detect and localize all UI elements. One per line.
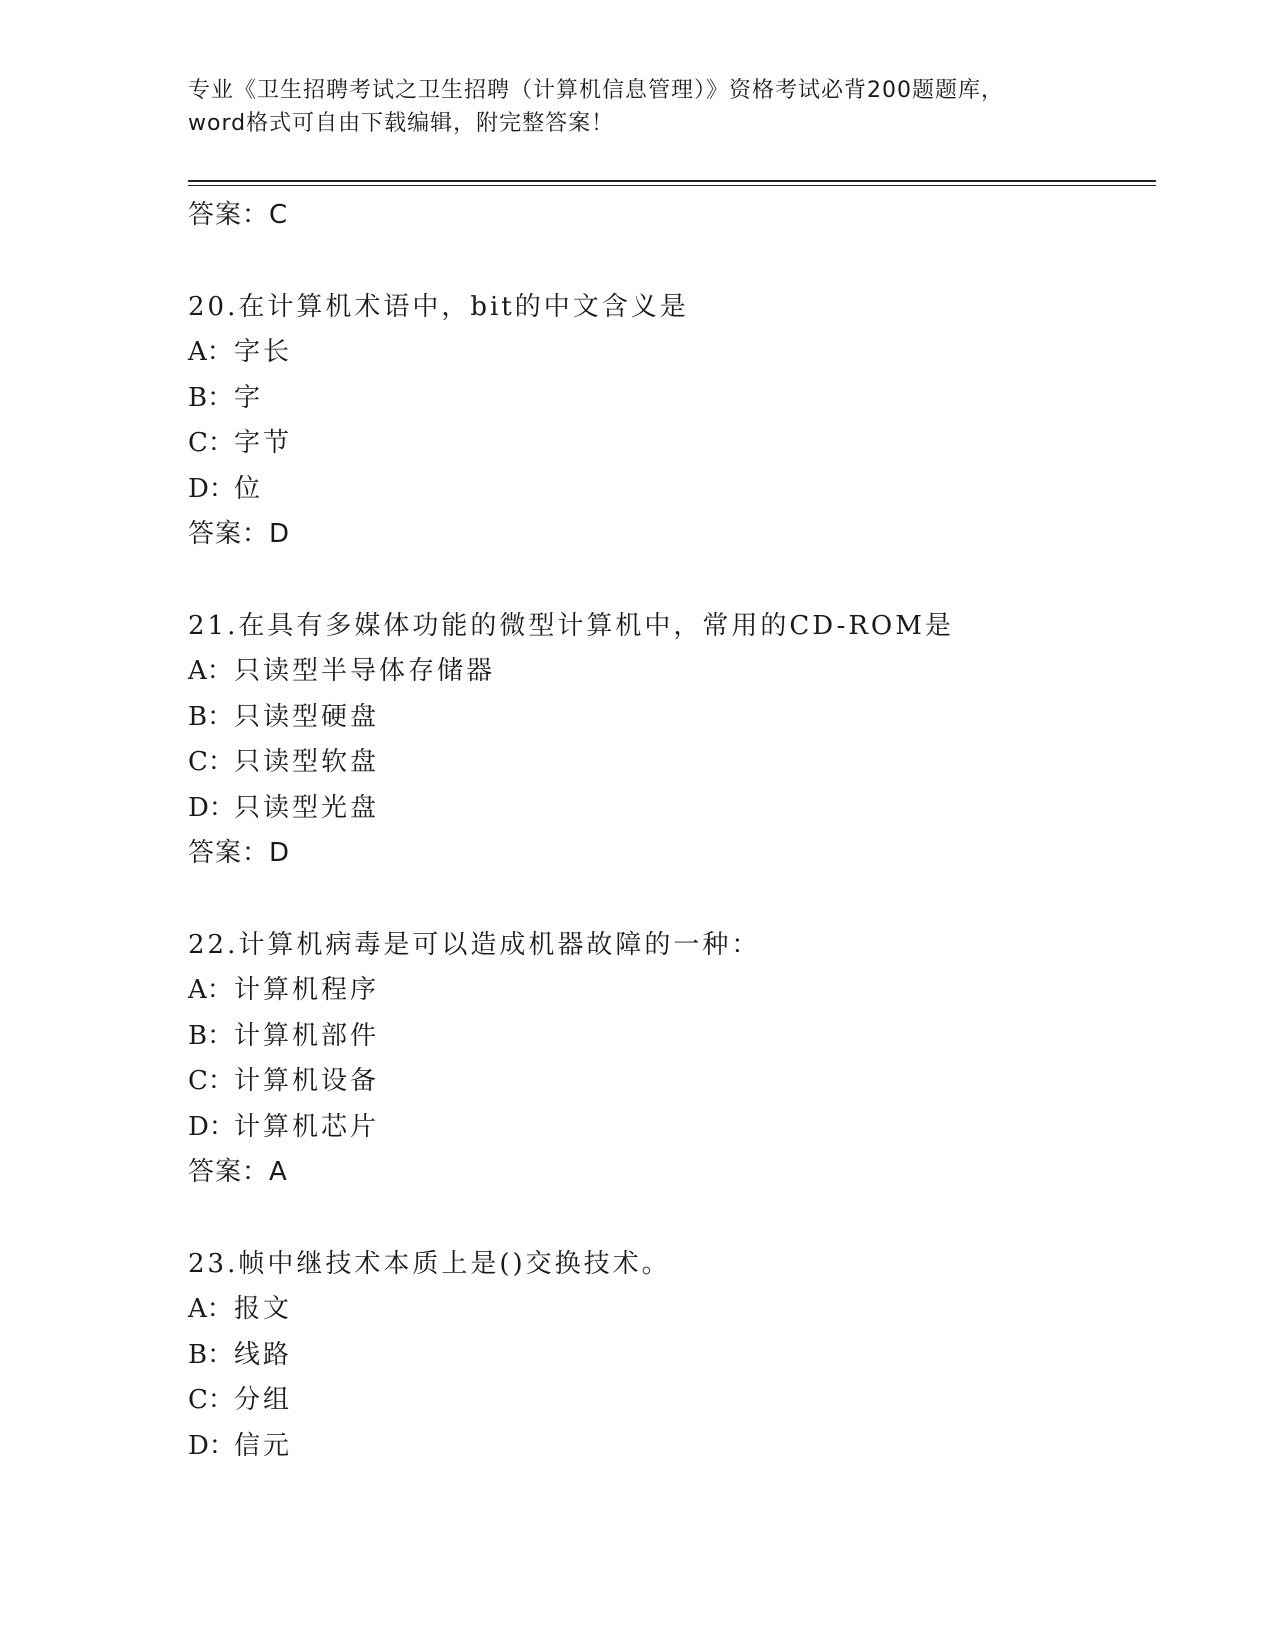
option-key: A：	[188, 1294, 233, 1324]
option-d	[188, 467, 1156, 513]
question-spacer	[188, 239, 1156, 285]
option-key: D：	[188, 792, 235, 823]
question-text: 20.在计算机术语中，bit的中文含义是	[188, 291, 689, 322]
option-key: B：	[188, 701, 234, 732]
option-b	[188, 1014, 1156, 1060]
option-b	[188, 695, 1156, 741]
option-text: 字节	[234, 428, 293, 458]
option-text: 计算机程序	[234, 975, 380, 1005]
option-text: 位	[234, 473, 264, 504]
header-line-1: 专业《卫生招聘考试之卫生招聘（计算机信息管理）》资格考试必背200题题库，	[188, 78, 1004, 103]
option-key: D：	[188, 473, 235, 504]
option-text: 线路	[234, 1339, 293, 1370]
option-a	[188, 1287, 1156, 1333]
question-text: 21.在具有多媒体功能的微型计算机中，常用的CD-ROM是	[188, 610, 954, 641]
option-c	[188, 421, 1156, 467]
option-a	[188, 330, 1156, 376]
option-text: 报文	[234, 1294, 293, 1324]
option-d	[188, 1424, 1156, 1470]
question-block	[188, 923, 1156, 1196]
option-key: C：	[188, 428, 234, 458]
option-text: 字长	[234, 337, 293, 367]
option-text: 信元	[234, 1430, 293, 1461]
option-text: 只读型硬盘	[234, 701, 380, 732]
option-key: A：	[188, 337, 233, 367]
option-key: B：	[188, 1020, 234, 1051]
option-key: C：	[188, 1066, 234, 1096]
answer-line: 答案：C	[188, 200, 289, 230]
header-divider-thin	[188, 185, 1156, 186]
question-block	[188, 604, 1156, 877]
option-text: 只读型光盘	[234, 792, 380, 823]
option-b	[188, 1333, 1156, 1379]
question-spacer	[188, 1196, 1156, 1242]
question-spacer	[188, 558, 1156, 604]
option-text: 只读型软盘	[234, 747, 380, 777]
option-key: A：	[188, 656, 233, 686]
header-divider-thick	[188, 180, 1156, 182]
option-a	[188, 649, 1156, 695]
document-header	[188, 74, 1088, 140]
header-line-2: word格式可自由下载编辑，附完整答案！	[188, 111, 615, 136]
option-text: 计算机芯片	[234, 1111, 380, 1142]
option-key: B：	[188, 382, 234, 413]
question-spacer	[188, 877, 1156, 923]
option-a	[188, 968, 1156, 1014]
option-key: D：	[188, 1430, 235, 1461]
option-d	[188, 786, 1156, 832]
option-key: D：	[188, 1111, 235, 1142]
option-d	[188, 1105, 1156, 1151]
answer-line: 答案：D	[188, 519, 291, 549]
question-block	[188, 1242, 1156, 1470]
option-c	[188, 1059, 1156, 1105]
option-c	[188, 740, 1156, 786]
option-key: C：	[188, 1385, 234, 1415]
question-list	[188, 193, 1156, 1469]
option-key: B：	[188, 1339, 234, 1370]
option-b	[188, 376, 1156, 422]
question-block	[188, 285, 1156, 558]
question-text: 22.计算机病毒是可以造成机器故障的一种：	[188, 929, 761, 960]
answer-line: 答案：A	[188, 1157, 288, 1187]
option-key: A：	[188, 975, 233, 1005]
option-text: 分组	[234, 1385, 293, 1415]
option-text: 只读型半导体存储器	[234, 656, 496, 686]
option-c	[188, 1378, 1156, 1424]
question-text: 23.帧中继技术本质上是()交换技术。	[188, 1248, 671, 1279]
option-key: C：	[188, 747, 234, 777]
answer-line: 答案：D	[188, 838, 291, 868]
option-text: 计算机设备	[234, 1066, 380, 1096]
option-text: 计算机部件	[234, 1020, 380, 1051]
option-text: 字	[234, 382, 264, 413]
